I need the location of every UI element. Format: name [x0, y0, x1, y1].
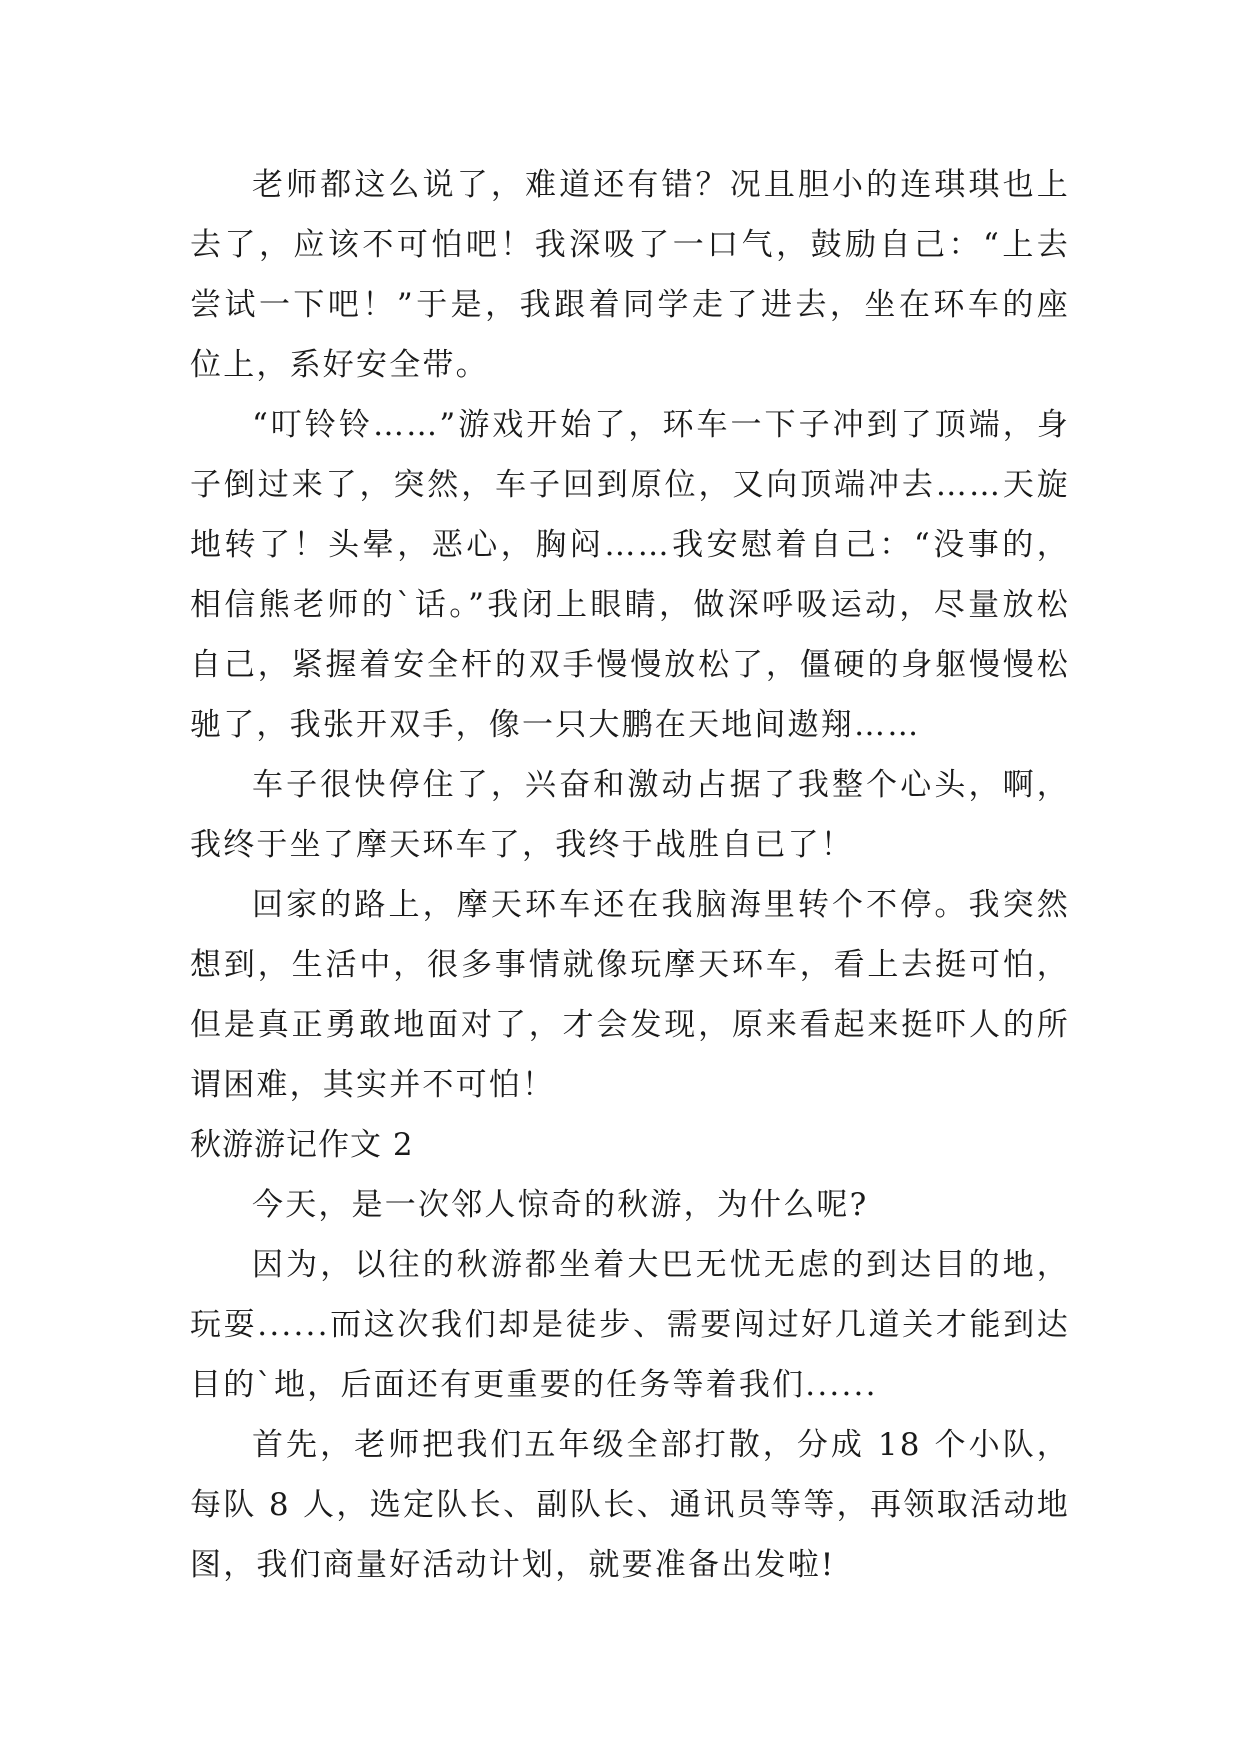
- paragraph: 车子很快停住了，兴奋和激动占据了我整个心头，啊，我终于坐了摩天环车了，我终于战胜自已了！: [190, 767, 1070, 863]
- paragraph: 因为，以往的秋游都坐着大巴无忧无虑的到达目的地，玩耍......而这次我们却是徒步、需要闯过好几道关才能到达目的`地，后面还有更重要的任务等着我们......: [190, 1247, 1070, 1403]
- paragraph: 回家的路上，摩天环车还在我脑海里转个不停。我突然想到，生活中，很多事情就像玩摩天环车，看上去挺可怕，但是真正勇敢地面对了，才会发现，原来看起来挺吓人的所谓困难，其实并不可怕！: [190, 887, 1070, 1103]
- paragraph: “叮铃铃……”游戏开始了，环车一下子冲到了顶端，身子倒过来了，突然，车子回到原位，又向顶端冲去……天旋地转了！头晕，恶心，胸闷……我安慰着自己：“没事的，相信熊老师的`话。”我闭上眼睛，做深呼吸运动，尽量放松自己，紧握着安全杆的双手慢慢放松了，僵硬的身躯慢慢松驰了，我张开双手，像一只大鹏在天地间遨翔……: [190, 407, 1070, 743]
- section-heading: 秋游游记作文 2: [190, 1127, 414, 1163]
- paragraph: 老师都这么说了，难道还有错？况且胆小的连琪琪也上去了，应该不可怕吧！我深吸了一口气，鼓励自己：“上去尝试一下吧！”于是，我跟着同学走了进去，坐在环车的座位上，系好安全带。: [190, 167, 1070, 383]
- paragraph: 首先，老师把我们五年级全部打散，分成 18 个小队，每队 8 人，选定队长、副队长、通讯员等等，再领取活动地图，我们商量好活动计划，就要准备出发啦!: [190, 1427, 1070, 1583]
- paragraph: 今天，是一次邻人惊奇的秋游，为什么呢?: [252, 1187, 869, 1223]
- document-page: [190, 155, 1070, 1595]
